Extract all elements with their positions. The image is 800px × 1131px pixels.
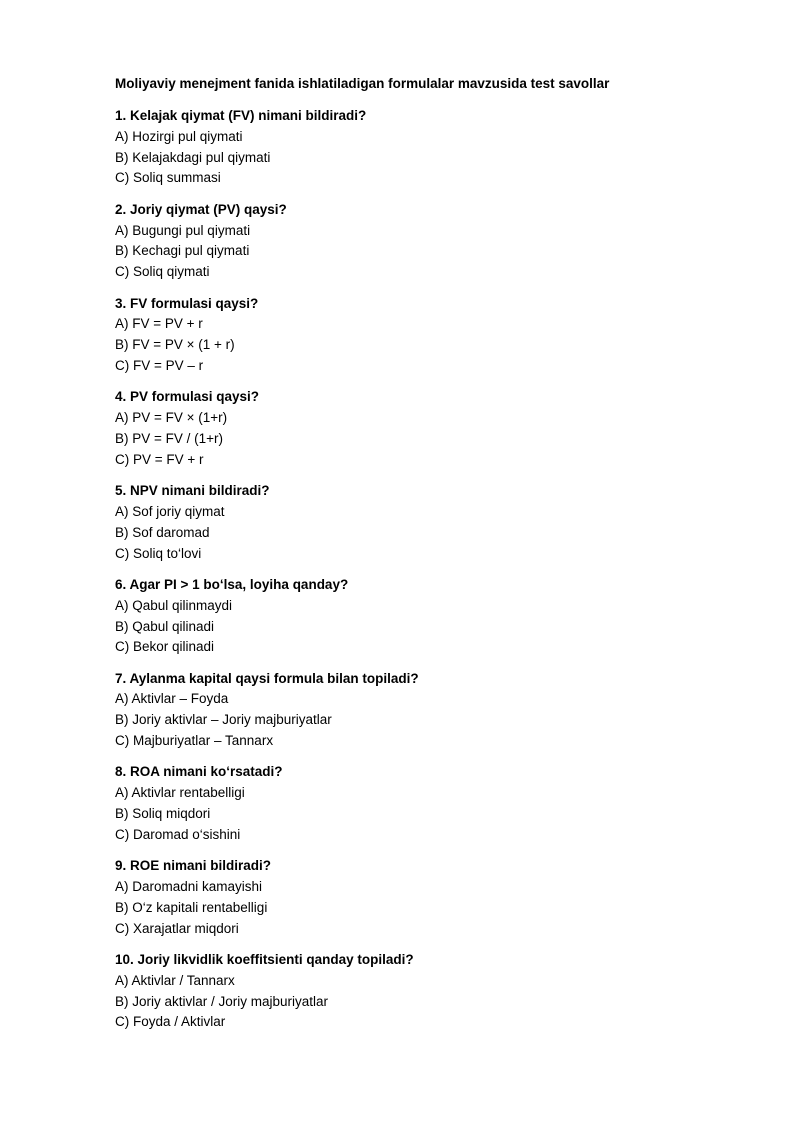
question-2: [115, 200, 755, 283]
question-1: [115, 106, 755, 189]
option-c: C) PV = FV + r: [115, 451, 204, 467]
option-c: C) Soliq qiymati: [115, 264, 210, 280]
question-text: 8. ROA nimani ko‘rsatadi?: [115, 764, 283, 780]
question-text: 5. NPV nimani bildiradi?: [115, 483, 270, 499]
option-b: B) Kelajakdagi pul qiymati: [115, 149, 271, 165]
question-8: [115, 762, 755, 845]
option-b: B) O‘z kapitali rentabelligi: [115, 899, 268, 915]
option-b: B) PV = FV / (1+r): [115, 430, 224, 446]
option-b: B) Soliq miqdori: [115, 806, 211, 822]
question-3: [115, 294, 755, 377]
question-5: [115, 481, 755, 564]
option-a: A) FV = PV + r: [115, 316, 203, 332]
option-c: C) Majburiyatlar – Tannarx: [115, 733, 274, 749]
option-a: A) PV = FV × (1+r): [115, 410, 228, 426]
option-b: B) Sof daromad: [115, 524, 210, 540]
option-b: B) Qabul qilinadi: [115, 618, 215, 634]
question-text: 6. Agar PI > 1 bo‘lsa, loyiha qanday?: [115, 576, 349, 592]
question-4: [115, 387, 755, 470]
question-9: [115, 856, 755, 939]
question-text: 2. Joriy qiymat (PV) qaysi?: [115, 201, 287, 217]
option-a: A) Sof joriy qiymat: [115, 503, 225, 519]
question-text: 3. FV formulasi qaysi?: [115, 295, 259, 311]
option-c: C) Bekor qilinadi: [115, 639, 215, 655]
document-title: Moliyaviy menejment fanida ishlatiladigan formulalar mavzusida test savollar: [115, 76, 610, 91]
option-c: C) FV = PV – r: [115, 357, 204, 373]
option-c: C) Daromad o‘sishini: [115, 826, 241, 842]
option-b: B) FV = PV × (1 + r): [115, 337, 235, 353]
option-c: C) Soliq summasi: [115, 170, 221, 186]
question-7: [115, 669, 755, 752]
question-text: 1. Kelajak qiymat (FV) nimani bildiradi?: [115, 108, 367, 123]
question-text: 9. ROE nimani bildiradi?: [115, 858, 272, 874]
option-a: A) Aktivlar – Foyda: [115, 691, 229, 707]
option-a: A) Aktivlar rentabelligi: [115, 785, 245, 801]
option-a: A) Qabul qilinmaydi: [115, 597, 233, 613]
option-b: B) Kechagi pul qiymati: [115, 243, 250, 259]
document-page: [115, 74, 755, 1044]
question-10: [115, 950, 755, 1033]
option-a: A) Aktivlar / Tannarx: [115, 972, 235, 988]
question-text: 10. Joriy likvidlik koeffitsienti qanday topiladi?: [115, 952, 414, 968]
option-c: C) Soliq to‘lovi: [115, 545, 202, 561]
question-text: 4. PV formulasi qaysi?: [115, 389, 260, 405]
question-text: 7. Aylanma kapital qaysi formula bilan topiladi?: [115, 670, 419, 686]
option-b: B) Joriy aktivlar / Joriy majburiyatlar: [115, 993, 329, 1009]
option-b: B) Joriy aktivlar – Joriy majburiyatlar: [115, 712, 332, 728]
option-a: A) Daromadni kamayishi: [115, 879, 263, 895]
option-a: A) Hozirgi pul qiymati: [115, 128, 243, 144]
option-c: C) Foyda / Aktivlar: [115, 1014, 226, 1030]
option-c: C) Xarajatlar miqdori: [115, 920, 239, 936]
question-6: [115, 575, 755, 658]
option-a: A) Bugungi pul qiymati: [115, 222, 251, 238]
